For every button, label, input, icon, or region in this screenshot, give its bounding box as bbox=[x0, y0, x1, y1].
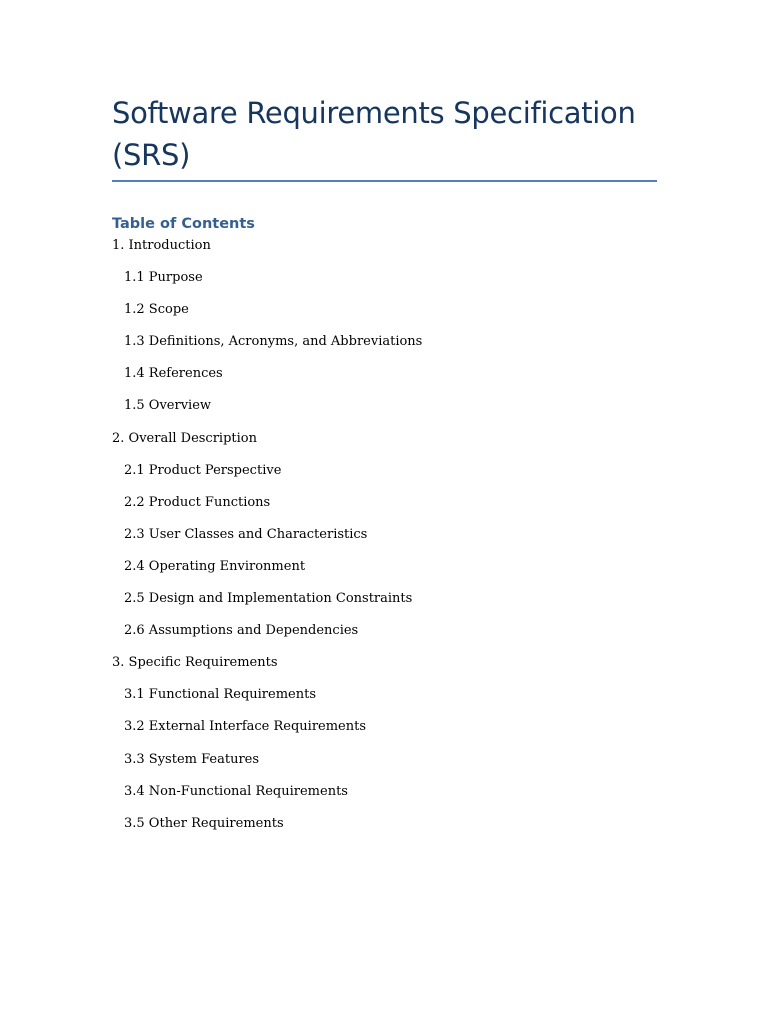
toc-heading: Table of Contents bbox=[112, 216, 255, 232]
toc-subsection-entry: 3.5 Other Requirements bbox=[124, 815, 284, 831]
toc-subsection-entry: 3.1 Functional Requirements bbox=[124, 687, 317, 703]
toc-subsection-entry: 3.3 System Features bbox=[124, 751, 260, 767]
document-title: Software Requirements Specification (SRS) bbox=[112, 96, 636, 172]
toc-subsection-entry: 3.2 External Interface Requirements bbox=[124, 719, 367, 735]
toc-subsection-entry: 3.4 Non-Functional Requirements bbox=[124, 783, 348, 799]
toc-subsection-entry: 2.4 Operating Environment bbox=[124, 558, 306, 574]
toc-section-entry: 1. Introduction bbox=[112, 238, 211, 253]
toc-subsection-entry: 2.3 User Classes and Characteristics bbox=[124, 526, 368, 542]
title-underline-rule bbox=[112, 180, 657, 182]
toc-subsection-entry: 2.5 Design and Implementation Constraints bbox=[124, 591, 413, 607]
toc-subsection-entry: 2.1 Product Perspective bbox=[124, 462, 282, 478]
toc-subsection-entry: 1.3 Definitions, Acronyms, and Abbreviations bbox=[124, 334, 423, 350]
toc-section-entry: 3. Specific Requirements bbox=[112, 655, 278, 671]
toc-subsection-entry: 1.2 Scope bbox=[124, 302, 189, 318]
toc-section-entry: 2. Overall Description bbox=[112, 430, 257, 446]
toc-subsection-entry: 1.4 References bbox=[124, 366, 223, 382]
table-of-contents bbox=[112, 236, 657, 846]
toc-subsection-entry: 1.5 Overview bbox=[124, 398, 212, 414]
toc-subsection-entry: 2.6 Assumptions and Dependencies bbox=[124, 623, 359, 639]
toc-subsection-entry: 2.2 Product Functions bbox=[124, 494, 271, 510]
toc-subsection-entry: 1.1 Purpose bbox=[124, 270, 203, 286]
